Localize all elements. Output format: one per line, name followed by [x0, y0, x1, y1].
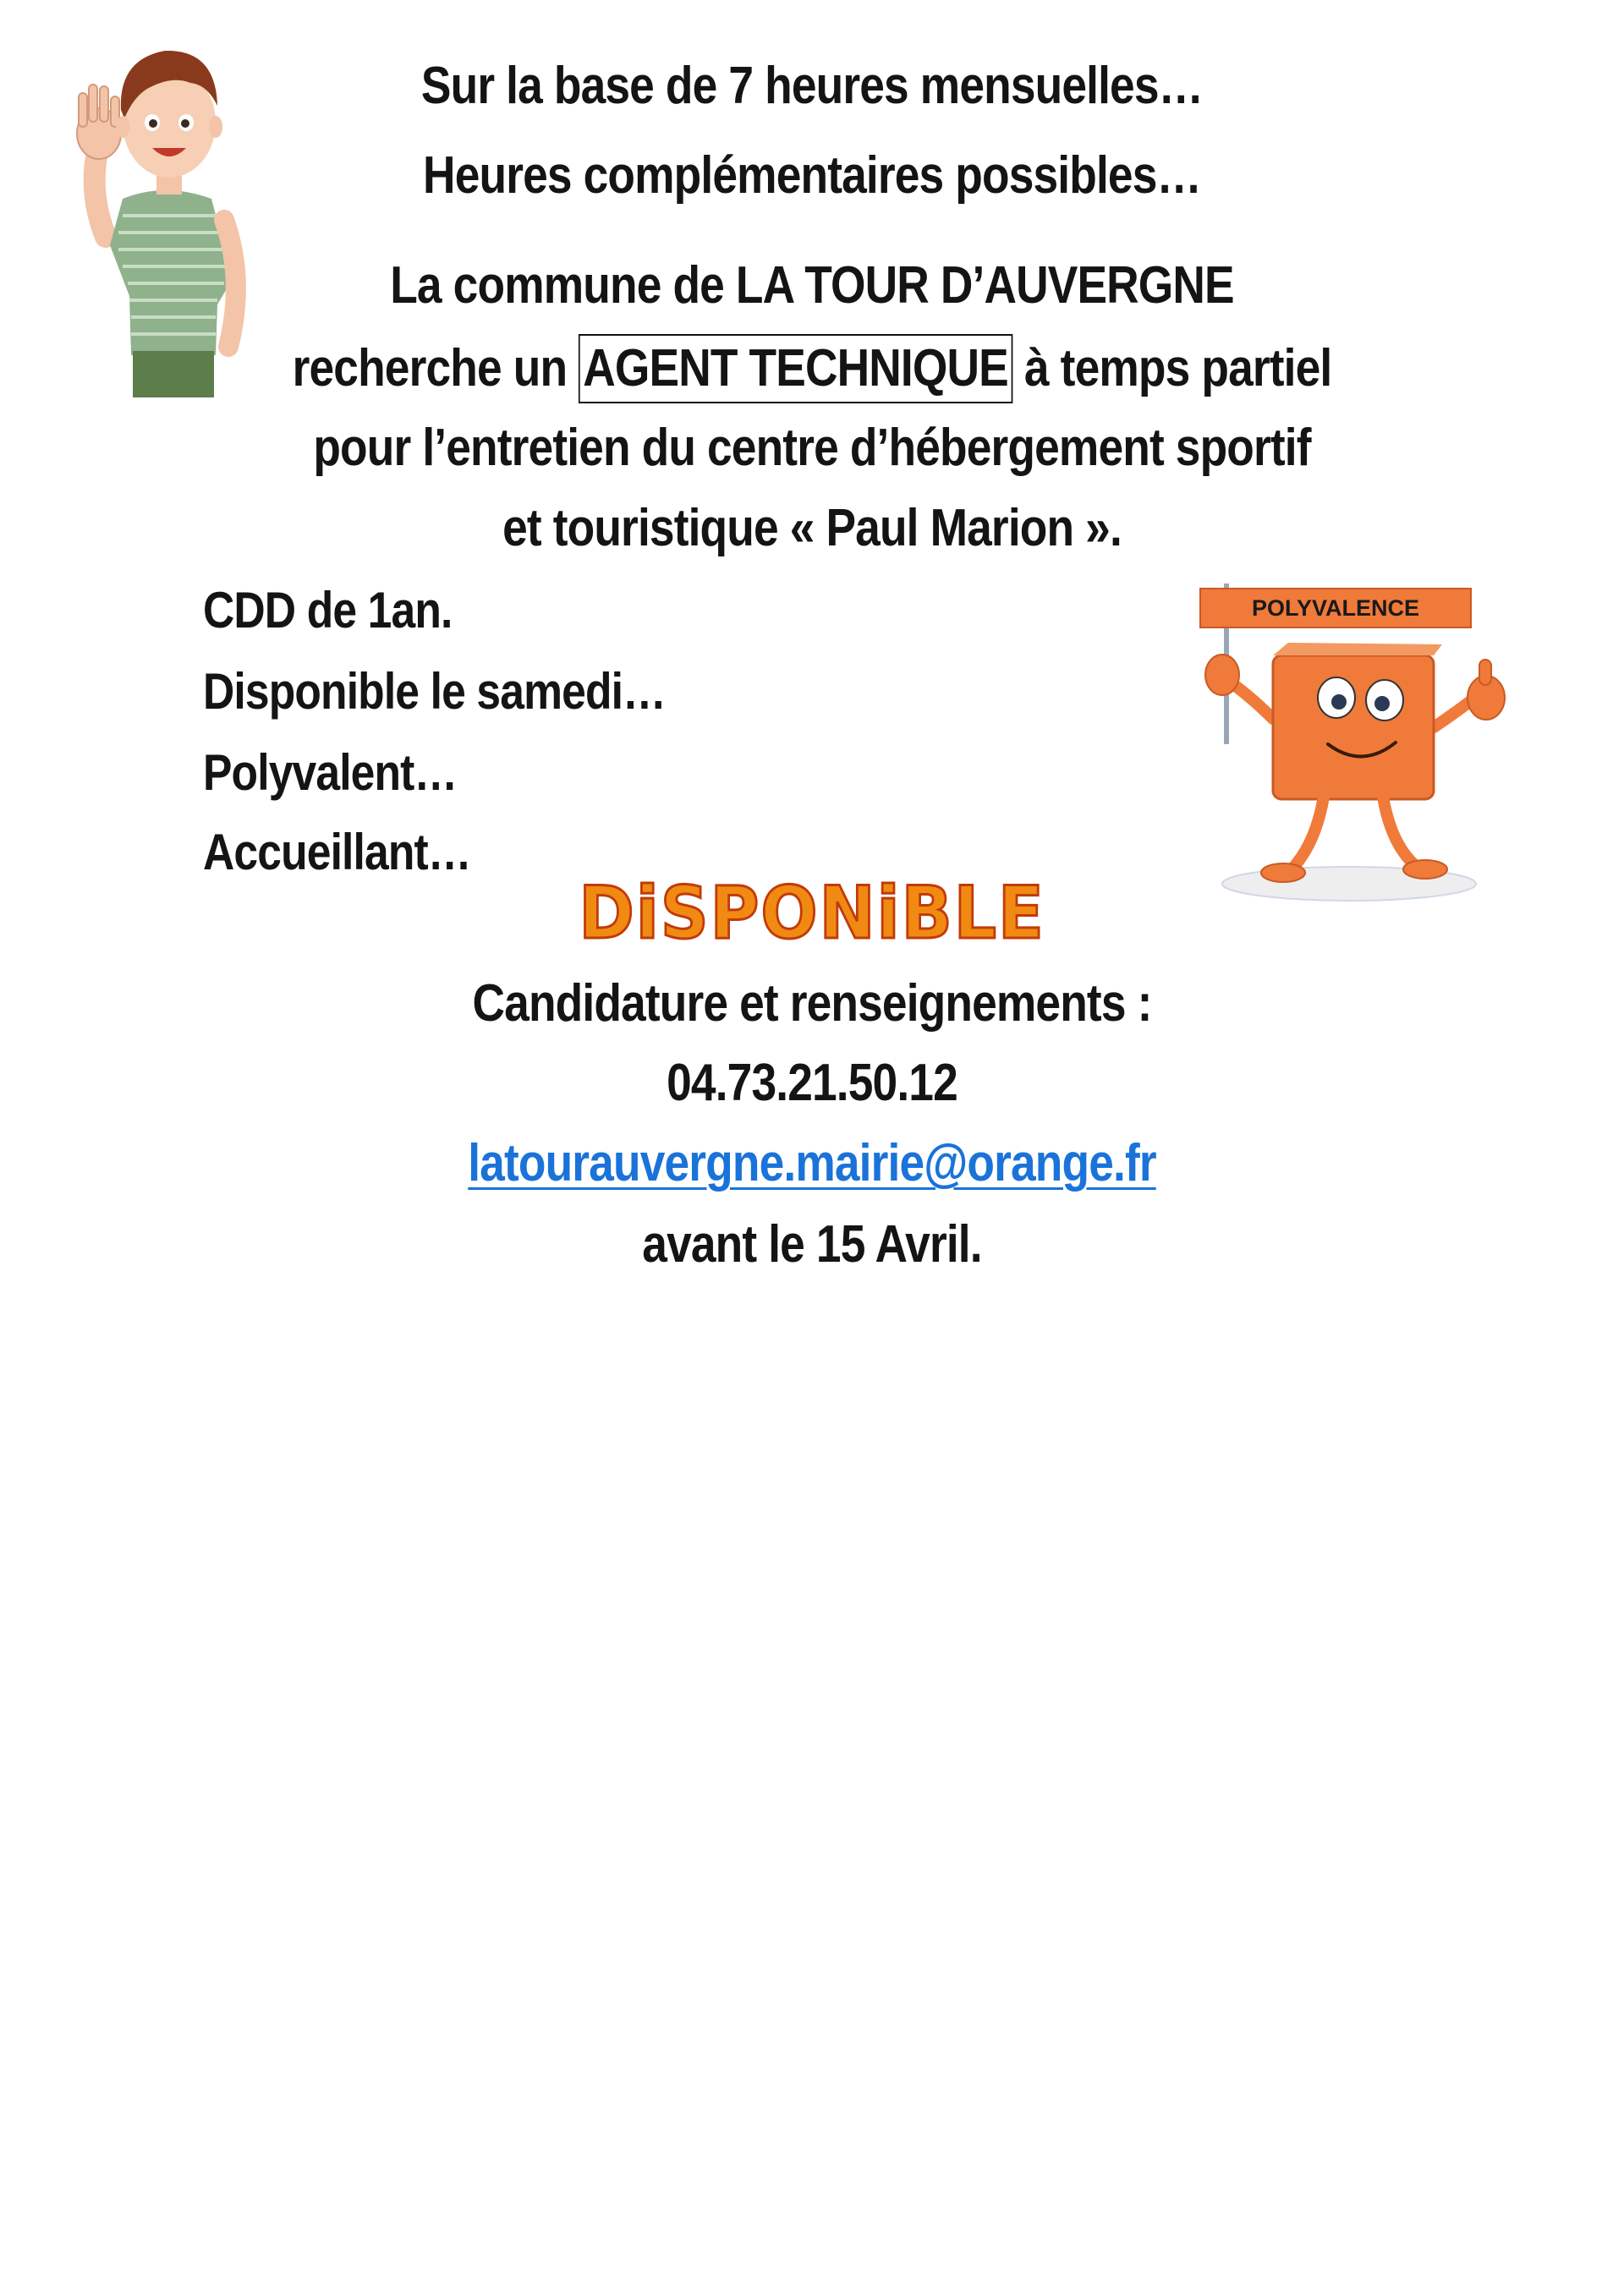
contact-heading: Candidature et renseignements :	[472, 974, 1152, 1033]
job-title-box: AGENT TECHNIQUE	[579, 334, 1012, 403]
requirement-item: CDD de 1an.	[203, 582, 453, 638]
intro-job-suffix: à temps partiel	[1012, 339, 1332, 397]
intro-job-prefix: recherche un	[292, 339, 579, 397]
intro-line-venue: et touristique « Paul Marion ».	[502, 499, 1122, 557]
disponible-word-art: DiSPONiBLE	[579, 871, 1045, 956]
requirement-item: Disponible le samedi…	[203, 663, 666, 720]
header-line-hours: Sur la base de 7 heures mensuelles…	[420, 57, 1204, 115]
contact-email-line	[113, 1130, 1510, 1197]
requirement-item: Polyvalent…	[203, 744, 458, 801]
contact-phone: 04.73.21.50.12	[667, 1054, 957, 1112]
intro-line-job	[113, 334, 1510, 403]
contact-email-link[interactable]: latourauvergne.mairie@orange.fr	[468, 1134, 1156, 1192]
application-deadline: avant le 15 Avril.	[642, 1215, 982, 1274]
header-line-extra-hours: Heures complémentaires possibles…	[423, 146, 1201, 205]
polyvalence-sign-label: POLYVALENCE	[1251, 595, 1420, 621]
requirement-item: Accueillant…	[203, 824, 471, 880]
intro-line-maintenance: pour l’entretien du centre d’hébergement sportif	[313, 419, 1311, 477]
polyvalence-mascot-illustration	[1188, 575, 1561, 905]
intro-commune-name: LA TOUR D’AUVERGNE	[735, 256, 1234, 315]
intro-line-commune	[113, 252, 1510, 320]
intro-commune-prefix: La commune de	[390, 256, 736, 315]
